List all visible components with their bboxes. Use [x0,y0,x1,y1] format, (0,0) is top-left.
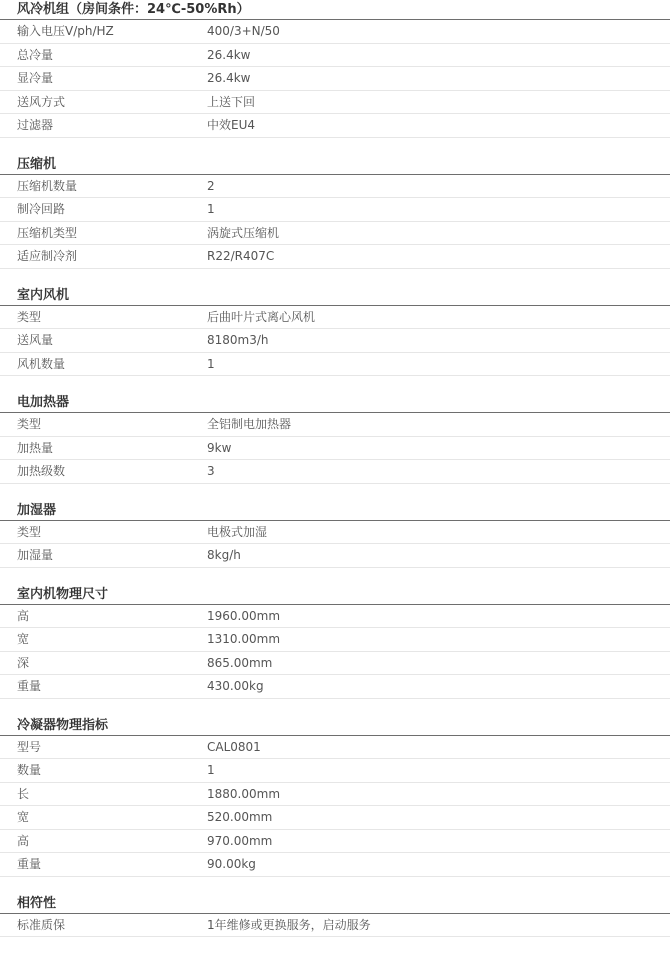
spec-value: 1960.00mm [207,608,281,623]
spec-row [0,521,670,545]
spec-row [0,914,670,938]
spec-label: 压缩机类型 [17,225,78,240]
spec-row [0,437,670,461]
spec-row [0,759,670,783]
spec-label: 宽 [17,632,30,646]
spec-label: 加湿量 [17,548,54,562]
spec-value: 3 [207,464,215,478]
section-gap [0,138,670,155]
spec-row [0,114,670,138]
spec-value: 8180m3/h [207,333,269,347]
spec-label: 显冷量 [17,71,54,85]
spec-value: 865.00mm [207,655,273,670]
spec-value: 8kg/h [207,548,241,562]
spec-label: 重量 [17,857,42,871]
spec-value: 1880.00mm [207,786,281,801]
spec-row [0,20,670,44]
spec-row [0,605,670,629]
spec-label: 加热量 [17,440,54,455]
spec-label: 过滤器 [17,118,54,132]
spec-section [0,501,670,568]
spec-label: 型号 [17,739,42,754]
spec-row [0,628,670,652]
spec-label: 类型 [17,417,42,431]
spec-value: 后曲叶片式离心风机 [207,309,316,324]
spec-value: 520.00mm [207,810,273,824]
spec-row [0,675,670,699]
spec-row [0,413,670,437]
spec-value: 涡旋式压缩机 [207,225,280,240]
spec-section [0,155,670,269]
section-title: 室内风机 [0,286,670,306]
spec-label: 输入电压V/ph/HZ [17,24,114,38]
spec-label: 高 [17,608,30,623]
section-gap [0,376,670,393]
section-title: 相符性 [0,894,670,914]
section-title: 压缩机 [0,155,670,175]
spec-section [0,894,670,938]
spec-value: 上送下回 [207,94,256,109]
spec-label: 高 [17,833,30,848]
spec-value: 1年维修或更换服务，启动服务 [207,917,371,932]
spec-value: 1 [207,763,215,777]
section-title: 室内机物理尺寸 [0,585,670,605]
spec-row [0,736,670,760]
spec-value: 9kw [207,440,232,455]
spec-row [0,222,670,246]
spec-value: 26.4kw [207,47,251,62]
spec-value: CAL0801 [207,739,261,754]
spec-value: 全铝制电加热器 [207,417,292,431]
spec-row [0,544,670,568]
spec-section [0,393,670,484]
spec-row [0,830,670,854]
spec-label: 深 [17,655,30,670]
spec-label: 标准质保 [17,917,66,932]
section-title: 加湿器 [0,501,670,521]
section-title: 风冷机组（房间条件：24℃-50%Rh） [0,0,670,20]
spec-row [0,329,670,353]
spec-label: 宽 [17,810,30,824]
spec-row [0,652,670,676]
spec-value: 1310.00mm [207,632,281,646]
spec-value: 90.00kg [207,857,256,871]
spec-value: 电极式加湿 [207,524,268,539]
spec-section [0,286,670,377]
spec-row [0,460,670,484]
spec-row [0,853,670,877]
spec-row [0,91,670,115]
section-gap [0,699,670,716]
spec-label: 风机数量 [17,356,66,371]
section-gap [0,269,670,286]
spec-row [0,67,670,91]
spec-label: 加热级数 [17,464,66,478]
spec-row [0,44,670,68]
section-gap [0,484,670,501]
spec-label: 压缩机数量 [17,178,78,193]
spec-row [0,783,670,807]
spec-value: 1 [207,202,215,216]
spec-label: 适应制冷剂 [17,249,78,263]
spec-value: 430.00kg [207,679,264,693]
spec-value: 中效EU4 [207,118,256,132]
spec-label: 数量 [17,763,42,777]
spec-row [0,353,670,377]
spec-section [0,0,670,138]
spec-label: 送风量 [17,333,54,347]
spec-label: 重量 [17,679,42,693]
spec-value: 970.00mm [207,833,273,848]
spec-label: 类型 [17,309,42,324]
spec-value: 400/3+N/50 [207,24,280,38]
spec-row [0,306,670,330]
section-gap [0,877,670,894]
spec-value: R22/R407C [207,249,275,263]
spec-row [0,198,670,222]
spec-section [0,716,670,877]
spec-value: 1 [207,356,215,371]
spec-label: 制冷回路 [17,202,66,216]
spec-value: 26.4kw [207,71,251,85]
spec-row [0,245,670,269]
spec-value: 2 [207,178,215,193]
spec-section [0,585,670,699]
section-title: 冷凝器物理指标 [0,716,670,736]
spec-row [0,175,670,199]
spec-label: 送风方式 [17,94,66,109]
spec-row [0,806,670,830]
section-title: 电加热器 [0,393,670,413]
spec-label: 类型 [17,524,42,539]
spec-label: 总冷量 [17,47,54,62]
section-gap [0,568,670,585]
spec-label: 长 [17,786,30,801]
